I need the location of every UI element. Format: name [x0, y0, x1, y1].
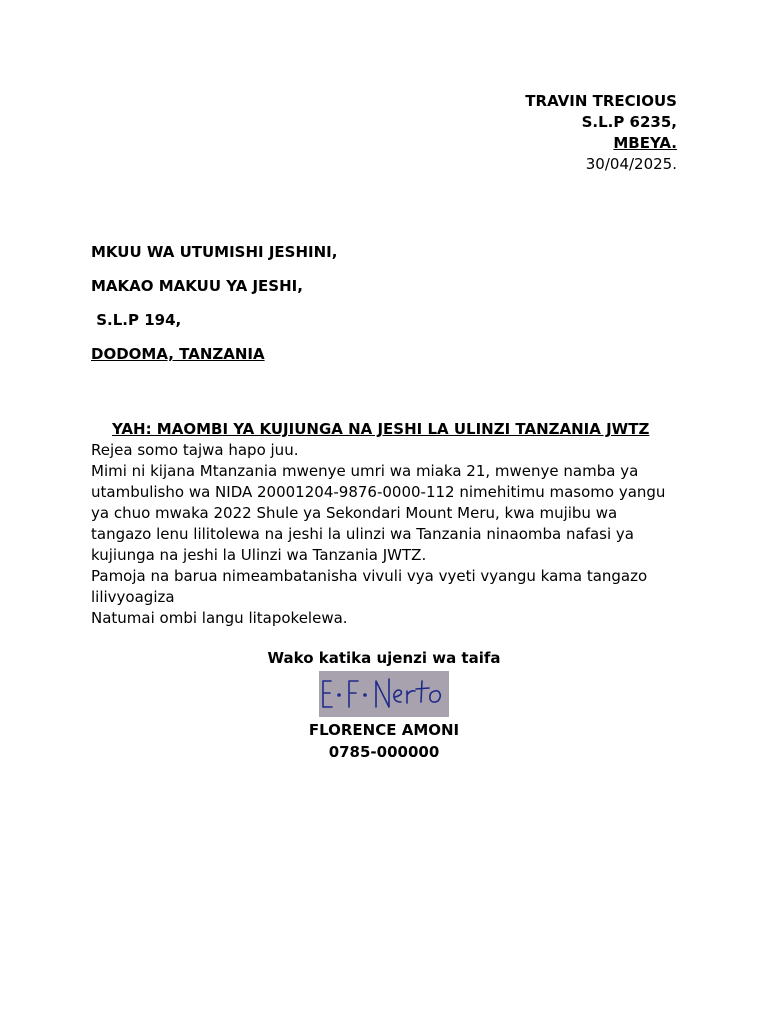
handwritten-signature [319, 671, 449, 717]
recipient-address-block [91, 242, 337, 378]
sender-city: MBEYA. [613, 134, 677, 152]
recipient-city: DODOMA, TANZANIA [91, 345, 265, 363]
recipient-title: MKUU WA UTUMISHI JESHINI, [91, 243, 338, 261]
closing-block [0, 648, 768, 763]
letter-date: 30/04/2025. [585, 155, 677, 173]
signature-drawing [319, 671, 449, 717]
letter-body [91, 440, 681, 629]
body-paragraph-reference: Rejea somo tajwa hapo juu. [91, 441, 299, 459]
sender-name: TRAVIN TRECIOUS [525, 92, 677, 110]
recipient-po-box: S.L.P 194, [91, 311, 182, 329]
recipient-office: MAKAO MAKUU YA JESHI, [91, 277, 303, 295]
signatory-name: FLORENCE AMONI [308, 721, 460, 739]
signatory-phone: 0785-000000 [328, 743, 440, 761]
body-paragraph-closing: Natumai ombi langu litapokelewa. [91, 609, 348, 627]
sender-address-block [525, 91, 677, 175]
sender-po-box: S.L.P 6235, [581, 113, 677, 131]
closing-greeting: Wako katika ujenzi wa taifa [267, 649, 501, 667]
body-paragraph-main: Mimi ni kijana Mtanzania mwenye umri wa miaka 21, mwenye namba ya utambulisho wa NIDA 20001204-9876-0000-112 nimehitimu masomo yangu ya chuo mwaka 2022 Shule ya Sekondari Mount Meru, kwa mujibu wa tangazo lenu lilitolewa na jeshi la ulinzi wa Tanzania ninaomba nafasi ya kujiunga na jeshi la Ulinzi wa Tanzania JWTZ. [91, 462, 666, 564]
letter-subject: YAH: MAOMBI YA KUJIUNGA NA JESHI LA ULINZI TANZANIA JWTZ [112, 420, 650, 438]
body-paragraph-attachments: Pamoja na barua nimeambatanisha vivuli vya vyeti vyangu kama tangazo lilivyoagiza [91, 567, 648, 606]
